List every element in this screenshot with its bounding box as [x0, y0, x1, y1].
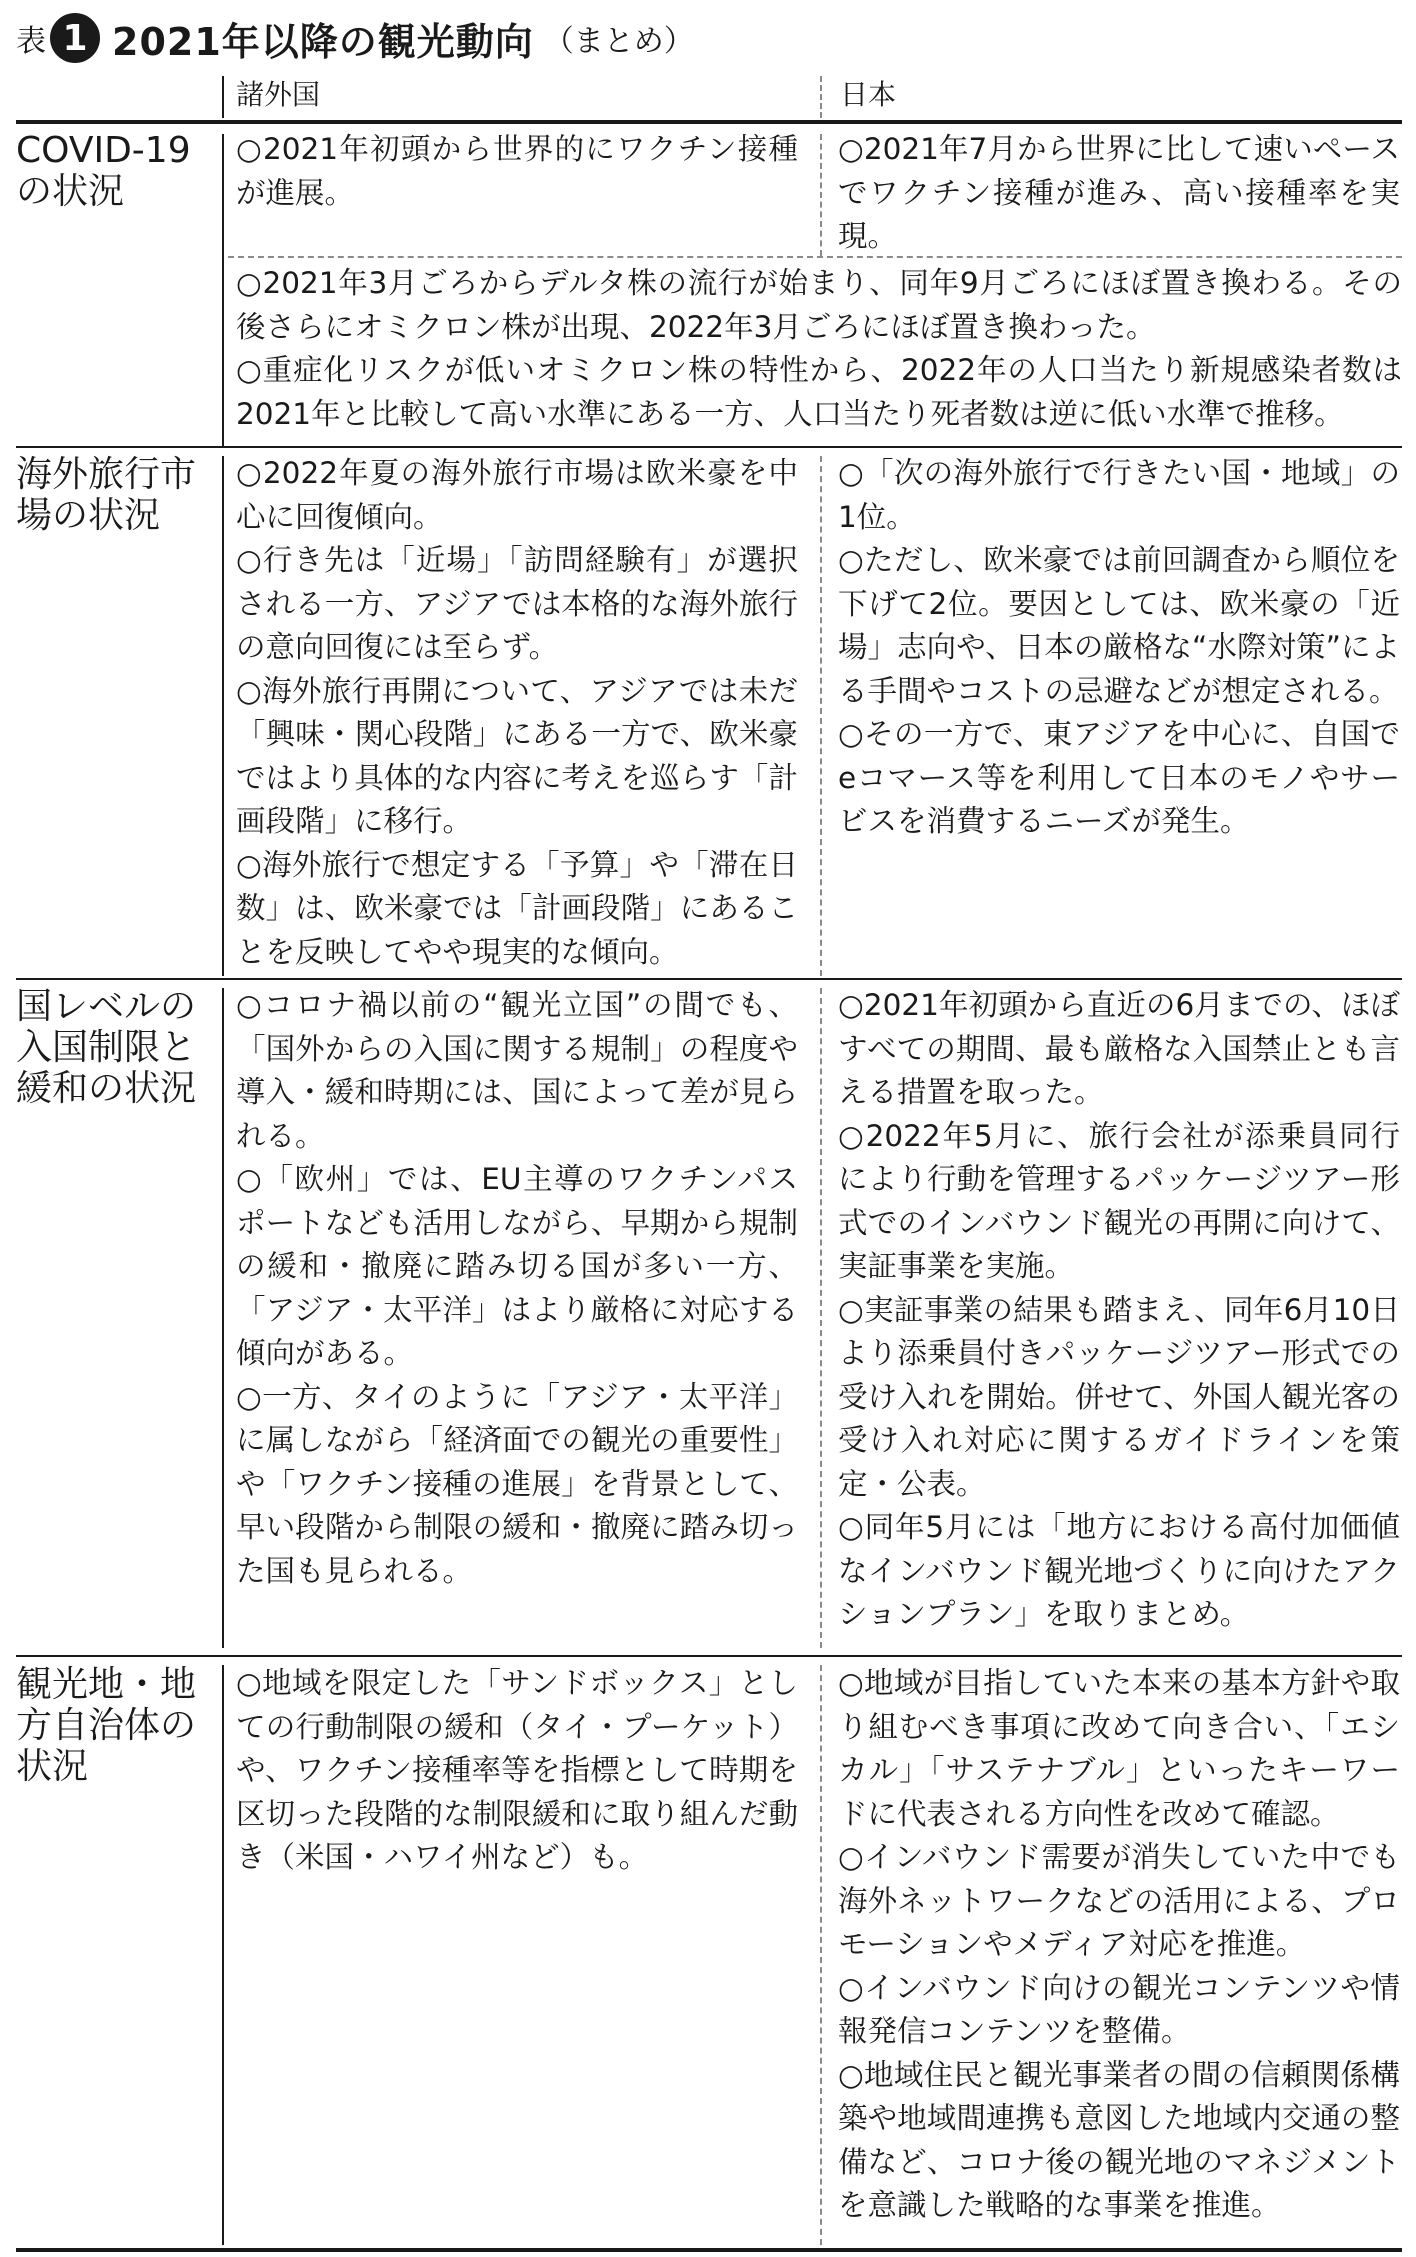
row-label-destinations: 観光地・地方自治体の状況 — [16, 1664, 197, 1787]
row2-japan-para-1: ○「次の海外旅行で行きたい国・地域」の1位。 — [838, 456, 1400, 534]
row2-foreign-cell — [236, 452, 798, 974]
bottom-rule — [16, 2248, 1402, 2252]
title-number-badge: 1 — [50, 13, 100, 63]
row4-japan-para-3: ○インバウンド向けの観光コンテンツや情報発信コンテンツを整備。 — [838, 1970, 1400, 2048]
row3-foreign-para-3: ○一方、タイのように「アジア・太平洋」に属しながら「経済面での観光の重要性」や「ワクチン接種の進展」を背景として、早い段階から制限の緩和・撤廃に踏み切った国も見られる。 — [236, 1379, 798, 1588]
row4-japan-cell — [838, 1662, 1400, 2228]
title-sub: （まとめ） — [543, 24, 694, 59]
row-label-covid: COVID-19の状況 — [16, 130, 191, 212]
row-label-entry-restrictions: 国レベルの入国制限と緩和の状況 — [16, 986, 197, 1109]
row3-japan-para-4: ○同年5月には「地方における高付加価値なインバウンド観光地づくりに向けたアクションプラン」を取りまとめ。 — [838, 1510, 1400, 1631]
row3-foreign-para-2: ○「欧州」では、EU主導のワクチンパスポートなども活用しながら、早期から規制の緩和・撤廃に踏み切る国が多い一方、「アジア・太平洋」はより厳格に対応する傾向がある。 — [236, 1162, 798, 1370]
column-header-japan: 日本 — [840, 78, 897, 111]
row4-foreign-cell — [236, 1662, 798, 1880]
row2-vline-mid — [820, 456, 822, 976]
row4-vline-mid — [820, 1665, 822, 2245]
row2-foreign-para-3: ○海外旅行再開について、アジアでは未だ「興味・関心段階」にある一方で、欧米豪ではより具体的な内容に考えを巡らす「計画段階」に移行。 — [236, 673, 798, 838]
column-header-foreign: 諸外国 — [236, 78, 321, 111]
row3-foreign-para-1: ○コロナ禍以前の“観光立国”の間でも、「国外からの入国に関する規制」の程度や導入・緩和時期には、国によって差が見られる。 — [236, 988, 798, 1153]
row2-japan-para-2: ○ただし、欧米豪では前回調査から順位を下げて2位。要因としては、欧米豪の「近場」志向や、日本の厳格な“水際対策”による手間やコストの忌避などが想定される。 — [838, 543, 1400, 708]
title-main: 2021年以降の観光動向 — [112, 19, 534, 64]
row1-vline-mid — [820, 134, 822, 256]
row1-foreign-cell — [236, 128, 798, 215]
row3-vline-left — [222, 988, 224, 1648]
row4-foreign-para-1: ○地域を限定した「サンドボックス」としての行動制限の緩和（タイ・プーケット）や、ワクチン接種率等を指標として時期を区切った段階的な制限緩和に取り組んだ動き（米国・ハワイ州など）も。 — [236, 1666, 798, 1874]
row1-japan-cell — [838, 128, 1400, 259]
row4-japan-para-1: ○地域が目指していた本来の基本方針や取り組むべき事項に改めて向き合い、「エシカル」「サステナブル」といったキーワードに代表される方向性を改めて確認。 — [838, 1666, 1400, 1831]
row-divider-3 — [16, 1655, 1402, 1657]
row1-foreign-para: ○2021年初頭から世界的にワクチン接種が進展。 — [236, 132, 798, 210]
row2-foreign-para-4: ○海外旅行で想定する「予算」や「滞在日数」は、欧米豪では「計画段階」にあることを反映してやや現実的な傾向。 — [236, 847, 798, 969]
header-vline-mid — [820, 76, 822, 118]
row-label-outbound-market: 海外旅行市場の状況 — [16, 454, 197, 536]
header-rule — [16, 120, 1402, 124]
row1-shared-cell — [236, 262, 1402, 436]
row3-vline-mid — [820, 988, 822, 1648]
row2-japan-para-3: ○その一方で、東アジアを中心に、自国でeコマース等を利用して日本のモノやサービスを消費するニーズが発生。 — [838, 717, 1400, 838]
row2-vline-left — [222, 456, 224, 976]
row3-japan-para-3: ○実証事業の結果も踏まえ、同年6月10日より添乗員付きパッケージツアー形式での受け入れを開始。併せて、外国人観光客の受け入れ対応に関するガイドラインを策定・公表。 — [838, 1292, 1400, 1501]
row3-japan-para-2: ○2022年5月に、旅行会社が添乗員同行により行動を管理するパッケージツアー形式でのインバウンド観光の再開に向けて、実証事業を実施。 — [838, 1118, 1400, 1283]
row4-japan-para-2: ○インバウンド需要が消失していた中でも海外ネットワークなどの活用による、プロモーションやメディア対応を推進。 — [838, 1840, 1400, 1961]
row3-foreign-cell — [236, 984, 798, 1593]
header-vline-left — [222, 76, 224, 118]
row1-vline-left — [222, 134, 224, 446]
row1-japan-para: ○2021年7月から世界に比して速いペースでワクチン接種が進み、高い接種率を実現。 — [838, 132, 1400, 253]
row1-shared-para-1: ○2021年3月ごろからデルタ株の流行が始まり、同年9月ごろにほぼ置き換わる。その後さらにオミクロン株が出現、2022年3月ごろにほぼ置き換わった。 — [236, 266, 1402, 344]
table-title — [16, 8, 694, 68]
row2-foreign-para-2: ○行き先は「近場」「訪問経験有」が選択される一方、アジアでは本格的な海外旅行の意向回復には至らず。 — [236, 543, 798, 664]
row4-japan-para-4: ○地域住民と観光事業者の間の信頼関係構築や地域間連携も意図した地域内交通の整備など、コロナ後の観光地のマネジメントを意識した戦略的な事業を推進。 — [838, 2057, 1400, 2222]
row2-foreign-para-1: ○2022年夏の海外旅行市場は欧米豪を中心に回復傾向。 — [236, 456, 798, 534]
row4-vline-left — [222, 1665, 224, 2245]
row2-japan-cell — [838, 452, 1400, 844]
title-prefix: 表 — [16, 24, 46, 59]
row-divider-2 — [16, 978, 1402, 980]
row-divider-1 — [16, 446, 1402, 448]
row3-japan-para-1: ○2021年初頭から直近の6月までの、ほぼすべての期間、最も厳格な入国禁止とも言える措置を取った。 — [838, 988, 1400, 1109]
row1-shared-para-2: ○重症化リスクが低いオミクロン株の特性から、2022年の人口当たり新規感染者数は2021年と比較して高い水準にある一方、人口当たり死者数は逆に低い水準で推移。 — [236, 353, 1402, 431]
row3-japan-cell — [838, 984, 1400, 1637]
